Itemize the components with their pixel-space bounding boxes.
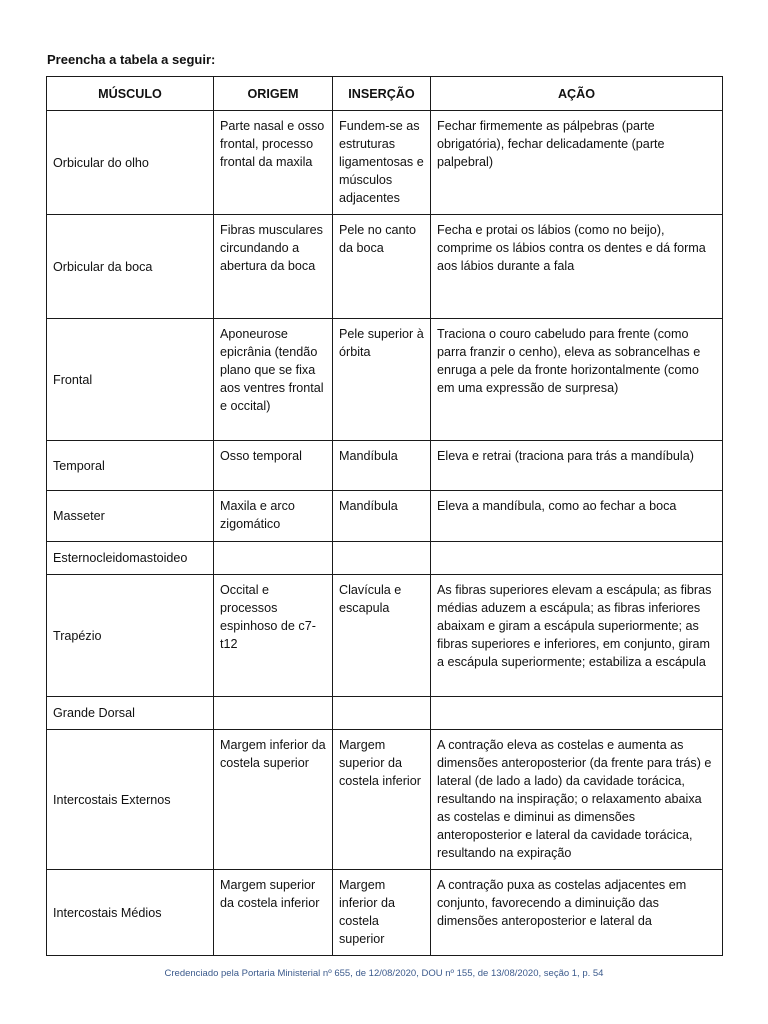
table-row — [47, 491, 723, 542]
cell-origem — [214, 542, 333, 575]
cell-acao — [431, 697, 723, 730]
cell-acao: Fecha e protai os lábios (como no beijo), comprime os lábios contra os dentes e dá forma aos lábios durante a fala — [431, 215, 723, 319]
cell-insercao — [333, 697, 431, 730]
cell-origem: Margem inferior da costela superior — [214, 730, 333, 870]
table-header — [47, 77, 723, 111]
footer-accreditation-text: Credenciado pela Portaria Ministerial nº 655, de 12/08/2020, DOU nº 155, de 13/08/2020, seção 1, p. 54 — [164, 968, 604, 979]
table-row — [47, 111, 723, 215]
cell-acao: A contração puxa as costelas adjacentes em conjunto, favorecendo a diminuição das dimensões anteroposterior e lateral da — [431, 870, 723, 956]
header-row — [47, 77, 723, 111]
table-row — [47, 730, 723, 870]
cell-acao: Traciona o couro cabeludo para frente (como parra franzir o cenho), eleva as sobrancelhas e enruga a pele da fronte horizontalmente (como em uma expressão de surpresa) — [431, 319, 723, 441]
cell-origem: Osso temporal — [214, 441, 333, 491]
cell-insercao: Margem superior da costela inferior — [333, 730, 431, 870]
cell-musculo: Grande Dorsal — [47, 697, 214, 730]
cell-acao: A contração eleva as costelas e aumenta as dimensões anteroposterior (da frente para trás) e lateral (de lado a lado) da cavidade torácica, resultando na inspiração; o relaxamento abaixa as costelas e diminui as dimensões anteroposterior e lateral da cavidade torácica, resultando na expiração — [431, 730, 723, 870]
cell-musculo: Masseter — [47, 491, 214, 542]
instruction-text: Preencha a tabela a seguir: — [47, 52, 216, 67]
cell-acao: Eleva a mandíbula, como ao fechar a boca — [431, 491, 723, 542]
cell-origem: Fibras musculares circundando a abertura da boca — [214, 215, 333, 319]
muscle-table — [46, 76, 723, 956]
cell-insercao: Fundem-se as estruturas ligamentosas e músculos adjacentes — [333, 111, 431, 215]
table-row — [47, 575, 723, 697]
table-row — [47, 215, 723, 319]
cell-acao: Eleva e retrai (traciona para trás a mandíbula) — [431, 441, 723, 491]
cell-musculo: Intercostais Médios — [47, 870, 214, 956]
cell-acao — [431, 542, 723, 575]
header-insercao: INSERÇÃO — [333, 77, 431, 111]
cell-musculo: Orbicular da boca — [47, 215, 214, 319]
table-row — [47, 542, 723, 575]
cell-origem: Parte nasal e osso frontal, processo frontal da maxila — [214, 111, 333, 215]
cell-insercao — [333, 542, 431, 575]
cell-insercao: Margem inferior da costela superior — [333, 870, 431, 956]
cell-origem: Maxila e arco zigomático — [214, 491, 333, 542]
table-row — [47, 870, 723, 956]
cell-musculo: Esternocleidomastoideo — [47, 542, 214, 575]
cell-acao: Fechar firmemente as pálpebras (parte obrigatória), fechar delicadamente (parte palpebral) — [431, 111, 723, 215]
cell-acao: As fibras superiores elevam a escápula; as fibras médias aduzem a escápula; as fibras inferiores abaixam e giram a escápula superiormente; as fibras superiores e inferiores, em conjunto, giram a escápula superiormente; estabiliza a escápula — [431, 575, 723, 697]
cell-origem: Aponeurose epicrânia (tendão plano que se fixa aos ventres frontal e occital) — [214, 319, 333, 441]
header-origem: ORIGEM — [214, 77, 333, 111]
cell-insercao: Clavícula e escapula — [333, 575, 431, 697]
cell-musculo: Intercostais Externos — [47, 730, 214, 870]
cell-insercao: Pele no canto da boca — [333, 215, 431, 319]
table-row — [47, 697, 723, 730]
cell-insercao: Mandíbula — [333, 491, 431, 542]
cell-musculo: Trapézio — [47, 575, 214, 697]
cell-musculo: Frontal — [47, 319, 214, 441]
cell-musculo: Orbicular do olho — [47, 111, 214, 215]
header-acao: AÇÃO — [431, 77, 723, 111]
cell-insercao: Mandíbula — [333, 441, 431, 491]
table-body — [47, 111, 723, 956]
header-musculo: MÚSCULO — [47, 77, 214, 111]
cell-musculo: Temporal — [47, 441, 214, 491]
table-row — [47, 319, 723, 441]
table-row — [47, 441, 723, 491]
cell-origem — [214, 697, 333, 730]
cell-origem: Occital e processos espinhoso de c7-t12 — [214, 575, 333, 697]
cell-insercao: Pele superior à órbita — [333, 319, 431, 441]
cell-origem: Margem superior da costela inferior — [214, 870, 333, 956]
